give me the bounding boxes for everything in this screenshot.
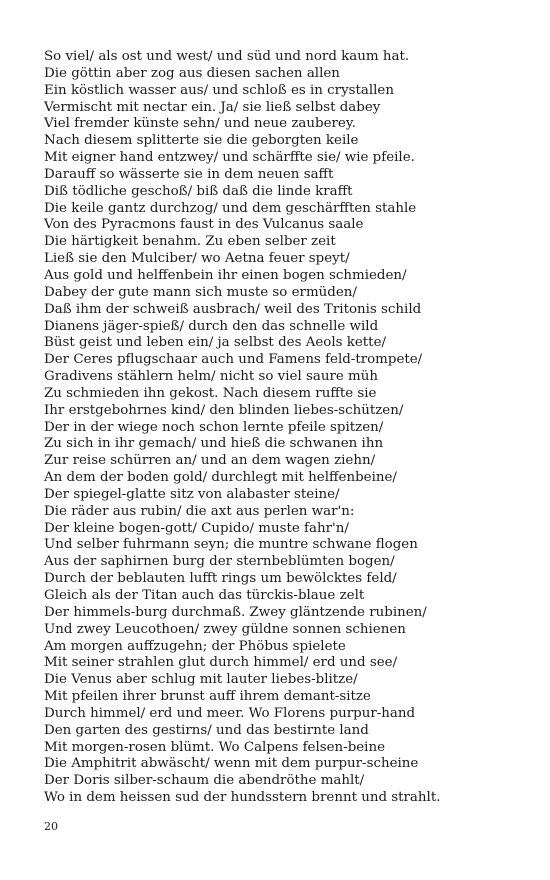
text-line: Die keile gantz durchzog/ und dem geschärfften stahle: [44, 200, 417, 216]
text-line: Die göttin aber zog aus diesen sachen allen: [44, 65, 340, 81]
text-line: Der himmels-burg durchmaß. Zwey gläntzende rubinen/: [44, 604, 427, 620]
text-line: Aus der saphirnen burg der sternbeblümten bogen/: [44, 554, 395, 570]
text-line: Ließ sie den Mulciber/ wo Aetna feuer speyt/: [44, 251, 350, 267]
text-line: Mit eigner hand entzwey/ und schärffte sie/ wie pfeile.: [44, 150, 415, 166]
text-line: Die Venus aber schlug mit lauter liebes-blitze/: [44, 672, 358, 688]
text-line: An dem der boden gold/ durchlegt mit helffenbeine/: [44, 470, 397, 486]
page-number: 20: [44, 820, 58, 833]
text-line: Und zwey Leucothoen/ zwey güldne sonnen schienen: [44, 621, 406, 637]
text-line: Am morgen auffzugehn; der Phöbus spielete: [44, 638, 346, 654]
text-line: Mit morgen-rosen blümt. Wo Calpens felsen-beine: [44, 739, 386, 755]
text-line: Aus gold und helffenbein ihr einen bogen schmieden/: [44, 267, 407, 283]
text-line: Darauff so wässerte sie in dem neuen safft: [44, 166, 334, 182]
text-line: Dabey der gute mann sich muste so ermüden/: [44, 284, 357, 300]
text-line: Mit seiner strahlen glut durch himmel/ erd und see/: [44, 655, 398, 671]
poem-text: [44, 49, 514, 807]
text-line: Durch himmel/ erd und meer. Wo Florens purpur-hand: [44, 705, 416, 721]
text-line: Zur reise schürren an/ und an dem wagen ziehn/: [44, 453, 376, 469]
text-line: Vermischt mit nectar ein. Ja/ sie ließ selbst dabey: [44, 99, 381, 115]
text-line: Gradivens stählern helm/ nicht so viel saure müh: [44, 369, 379, 385]
text-line: Die räder aus rubin/ die axt aus perlen war'n:: [44, 503, 355, 519]
text-line: Durch der beblauten lufft rings um bewölcktes feld/: [44, 571, 397, 587]
text-line: Der in der wiege noch schon lernte pfeile spitzen/: [44, 419, 384, 435]
text-line: Wo in dem heissen sud der hundsstern brennt und strahlt.: [44, 790, 441, 806]
text-line: Daß ihm der schweiß ausbrach/ weil des Tritonis schild: [44, 301, 422, 317]
text-line: Die Amphitrit abwäscht/ wenn mit dem purpur-scheine: [44, 756, 419, 772]
text-line: Mit pfeilen ihrer brunst auff ihrem demant-sitze: [44, 689, 371, 705]
text-line: Ein köstlich wasser aus/ und schloß es in crystallen: [44, 82, 394, 98]
text-line: Viel fremder künste sehn/ und neue zauberey.: [44, 116, 356, 132]
text-line: Büst geist und leben ein/ ja selbst des Aeols kette/: [44, 335, 387, 351]
text-line: Ihr erstgebohrnes kind/ den blinden liebes-schützen/: [44, 402, 404, 418]
text-line: Von des Pyracmons faust in des Vulcanus saale: [44, 217, 364, 233]
text-line: Der Doris silber-schaum die abendröthe mahlt/: [44, 773, 365, 789]
text-line: Und selber fuhrmann seyn; die muntre schwane flogen: [44, 537, 418, 553]
text-line: Nach diesem splitterte sie die geborgten keile: [44, 133, 359, 149]
text-line: So viel/ als ost und west/ und süd und nord kaum hat.: [44, 49, 410, 64]
text-line: Zu schmieden ihn gekost. Nach diesem ruffte sie: [44, 385, 377, 401]
text-line: Gleich als der Titan auch das türckis-blaue zelt: [44, 588, 365, 603]
text-line: Der spiegel-glatte sitz von alabaster steine/: [44, 486, 340, 502]
text-line: Die härtigkeit benahm. Zu eben selber zeit: [44, 234, 336, 250]
text-line: Der Ceres pflugschaar auch und Famens feld-trompete/: [44, 352, 423, 368]
text-line: Den garten des gestirns/ und das bestirnte land: [44, 722, 369, 738]
text-line: Dianens jäger-spieß/ durch den das schnelle wild: [44, 318, 379, 334]
text-line: Zu sich in ihr gemach/ und hieß die schwanen ihn: [44, 436, 384, 452]
text-line: Diß tödliche geschoß/ biß daß die linde krafft: [44, 183, 353, 199]
text-line: Der kleine bogen-gott/ Cupido/ muste fahr'n/: [44, 520, 349, 536]
